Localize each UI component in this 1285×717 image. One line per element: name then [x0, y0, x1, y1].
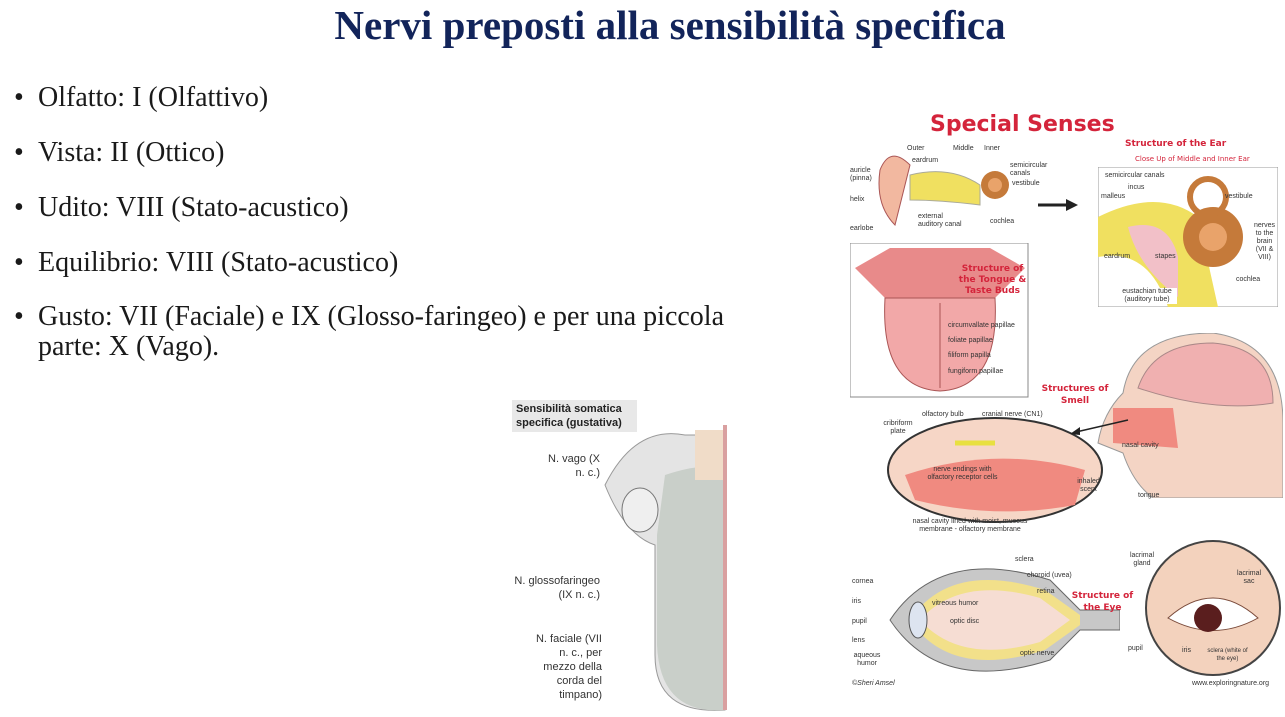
eyeball-illustration: [880, 550, 1120, 690]
eye-label-optic-nerve: optic nerve: [1020, 650, 1055, 657]
slide-title: Nervi preposti alla sensibilità specifica: [334, 2, 1006, 48]
arrow-icon: [1038, 198, 1078, 212]
eye-title: Structure of the Eye: [1071, 591, 1134, 613]
ear-label-eardrum: eardrum: [912, 157, 939, 164]
smell-label-membrane: nasal cavity lined with moist, mucous membrane - olfactory membrane: [912, 518, 1028, 533]
photo-label-sclera: sclera (white of the eye): [1207, 648, 1248, 662]
bullet-udito: • Udito: VIII (Stato-acustico): [12, 192, 772, 224]
bullet-equilibrio: • Equilibrio: VIII (Stato-acustico): [12, 247, 772, 279]
label-n-glossofaringeo: N. glossofaringeo (IX n. c.): [514, 575, 600, 601]
smell-label-inhaled-scent: inhaled scent: [1077, 478, 1100, 493]
ear-label-canal: external auditory canal: [918, 213, 962, 228]
smell-label-cribriform: cribriform plate: [883, 420, 913, 435]
tongue-label-foliate: foliate papillae: [948, 337, 993, 344]
tongue-illustration: [595, 425, 735, 715]
eye-label-aqueous: aqueous humor: [853, 652, 881, 667]
ear-closeup-nerves: nerves to the brain (VII & VIII): [1253, 222, 1275, 261]
label-n-faciale: N. faciale (VII n. c., per mezzo della corda del timpano): [535, 633, 602, 701]
smell-label-nerve-endings: nerve endings with olfactory receptor cells: [927, 466, 998, 481]
eye-label-choroid: choroid (uvea): [1027, 572, 1072, 579]
eye-label-iris: iris: [852, 598, 861, 605]
eye-label-optic-disc: optic disc: [950, 618, 980, 625]
tongue-label-filiform: filiform papilla: [948, 352, 991, 359]
bullet-list: [12, 82, 772, 385]
smell-label-cranial-nerve: cranial nerve (CN1): [982, 411, 1043, 418]
tongue-label-fungiform: fungiform papillae: [948, 368, 1004, 375]
ear-label-helix: helix: [850, 196, 865, 203]
ear-label-earlobe: earlobe: [850, 225, 874, 232]
ear-title: Structure of the Ear: [1125, 139, 1227, 149]
label-n-vago: N. vago (X n. c.): [548, 453, 600, 479]
photo-label-iris: iris: [1182, 647, 1191, 654]
eye-label-pupil: pupil: [852, 618, 867, 625]
smell-label-nasal-cavity: nasal cavity: [1122, 442, 1159, 449]
special-senses-title: Special Senses: [930, 112, 1115, 137]
eye-label-vitreous: vitreous humor: [932, 600, 979, 607]
photo-label-lacrimal-gland: lacrimal gland: [1129, 552, 1155, 567]
ear-closeup-eustachian: eustachian tube (auditory tube): [1117, 288, 1177, 304]
ear-subtitle: Close Up of Middle and Inner Ear: [1135, 155, 1250, 163]
ear-label-outer: Outer: [907, 145, 925, 152]
ear-label-auricle: auricle (pinna): [850, 167, 872, 182]
ear-label-cochlea: cochlea: [990, 218, 1015, 225]
tongue-label-circumvallate: circumvallate papillae: [948, 322, 1015, 329]
bullet-vista: • Vista: II (Ottico): [12, 137, 772, 169]
bullet-gusto: • Gusto: VII (Faciale) e IX (Glosso-faringeo) e per una piccola parte: X (Vago).: [12, 302, 772, 362]
eye-label-sclera: sclera: [1015, 556, 1034, 563]
pointer-arrow-icon: [1070, 418, 1130, 438]
ear-closeup-semicircular: semicircular canals: [1105, 172, 1165, 179]
smell-label-olfactory-bulb: olfactory bulb: [922, 411, 964, 418]
ear-label-middle: Middle: [953, 145, 974, 152]
head-illustration: [1083, 333, 1283, 498]
ear-closeup-incus: incus: [1128, 184, 1145, 191]
tongue-title: Structure of the Tongue & Taste Buds: [958, 264, 1027, 296]
ear-closeup-vestibule: vestibule: [1225, 193, 1253, 200]
bullet-olfatto: • Olfatto: I (Olfattivo): [12, 82, 772, 114]
ear-closeup-illustration: [1098, 167, 1278, 307]
ear-label-vestibule: vestibule: [1012, 180, 1040, 187]
photo-label-pupil: pupil: [1128, 645, 1143, 652]
website-text: www.exploringnature.org: [1192, 680, 1270, 687]
smell-label-tongue: tongue: [1138, 492, 1160, 499]
credit-text: ©Sheri Amsel: [852, 680, 895, 687]
ear-label-semicircular: semicircular canals: [1010, 162, 1048, 177]
smell-title: Structures of Smell: [1041, 384, 1109, 406]
photo-label-lacrimal-sac: lacrimal sac: [1236, 570, 1262, 585]
ear-closeup-cochlea: cochlea: [1236, 276, 1261, 283]
ear-closeup-malleus: malleus: [1101, 193, 1126, 200]
ear-closeup-eardrum: eardrum: [1104, 253, 1131, 260]
ear-label-inner: Inner: [984, 145, 1000, 152]
eye-label-lens: lens: [852, 637, 865, 644]
eye-label-retina: retina: [1037, 588, 1055, 595]
ear-closeup-stapes: stapes: [1155, 253, 1176, 260]
gustatory-heading: Sensibilità somatica specifica (gustativa): [512, 400, 637, 432]
eye-label-cornea: cornea: [852, 578, 874, 585]
